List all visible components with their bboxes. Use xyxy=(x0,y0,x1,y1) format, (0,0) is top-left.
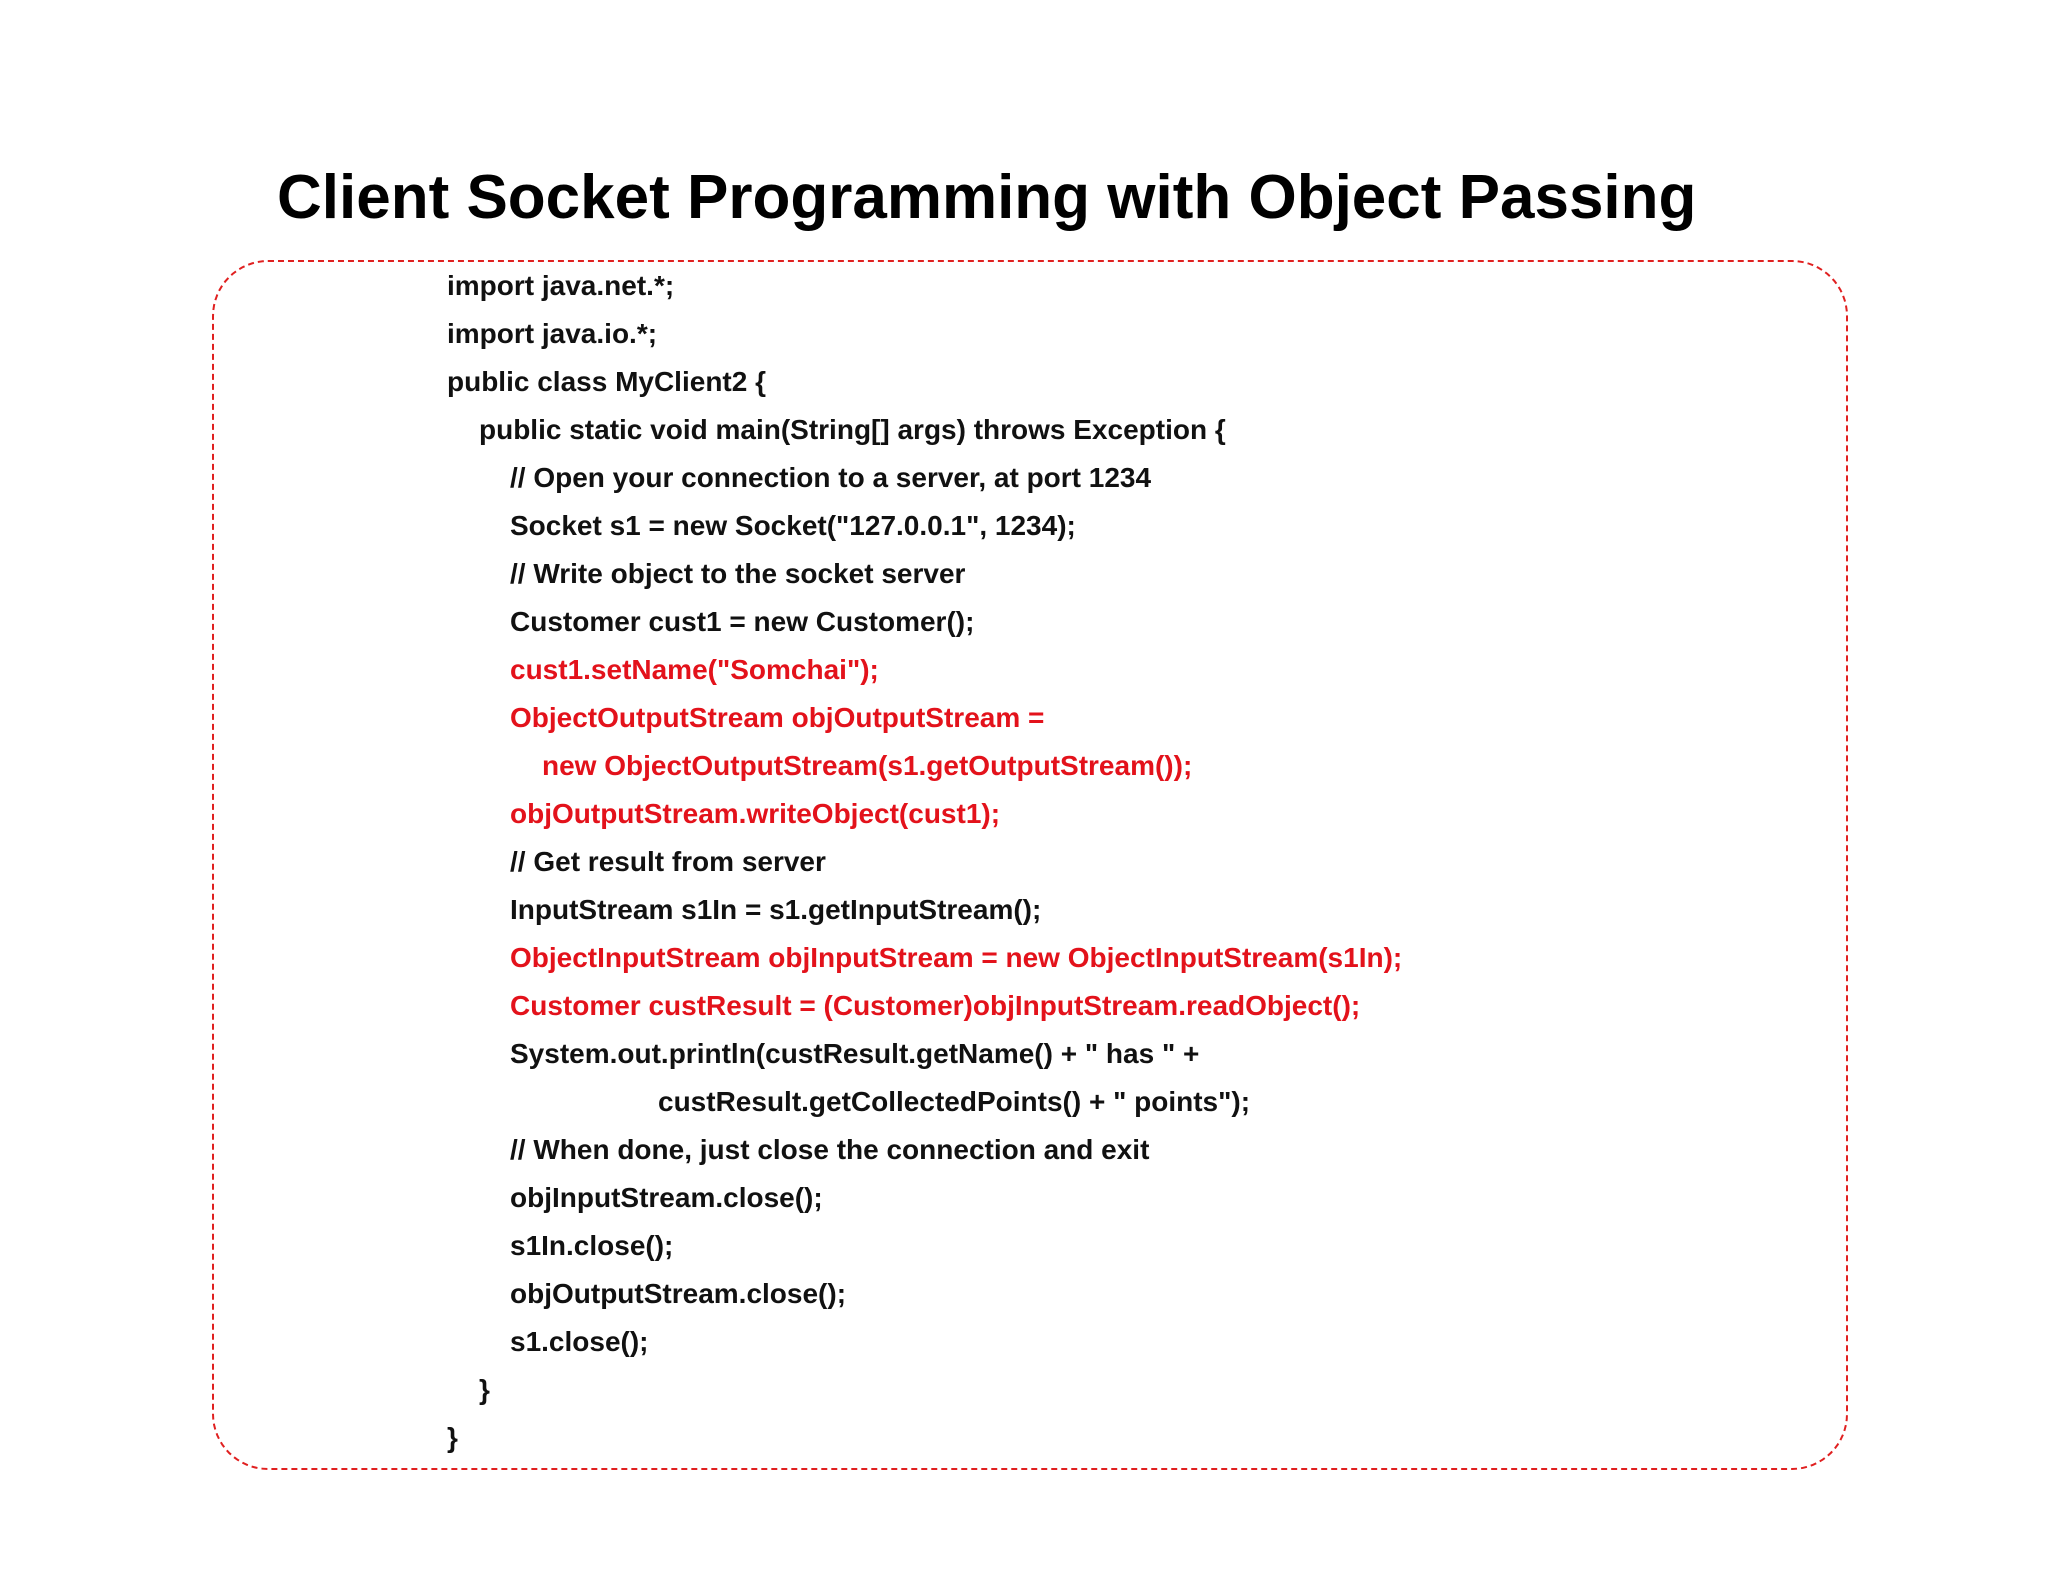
code-line: } xyxy=(447,1422,458,1453)
code-listing xyxy=(447,262,1402,1462)
code-line: custResult.getCollectedPoints() + " points"); xyxy=(658,1086,1251,1117)
code-line: objInputStream.close(); xyxy=(510,1182,823,1213)
code-line: // Get result from server xyxy=(510,846,826,877)
code-line: s1In.close(); xyxy=(510,1230,674,1261)
code-line-highlighted: Customer custResult = (Customer)objInputStream.readObject(); xyxy=(510,990,1361,1021)
code-line: public class MyClient2 { xyxy=(447,366,766,397)
code-line: System.out.println(custResult.getName() + " has " + xyxy=(510,1038,1200,1069)
code-line-highlighted: cust1.setName("Somchai"); xyxy=(510,654,879,685)
code-line: Socket s1 = new Socket("127.0.0.1", 1234); xyxy=(510,510,1076,541)
code-line: objOutputStream.close(); xyxy=(510,1278,847,1309)
code-line: Customer cust1 = new Customer(); xyxy=(510,606,975,637)
code-line: } xyxy=(479,1374,490,1405)
code-line-highlighted: new ObjectOutputStream(s1.getOutputStream()); xyxy=(542,750,1193,781)
code-line: InputStream s1In = s1.getInputStream(); xyxy=(510,894,1042,925)
code-line: public static void main(String[] args) throws Exception { xyxy=(479,414,1226,445)
code-line: import java.net.*; xyxy=(447,270,675,301)
code-line: s1.close(); xyxy=(510,1326,649,1357)
code-line-highlighted: objOutputStream.writeObject(cust1); xyxy=(510,798,1001,829)
code-line: import java.io.*; xyxy=(447,318,658,349)
code-line: // When done, just close the connection and exit xyxy=(510,1134,1150,1165)
code-line-highlighted: ObjectOutputStream objOutputStream = xyxy=(510,702,1045,733)
code-line-highlighted: ObjectInputStream objInputStream = new ObjectInputStream(s1In); xyxy=(510,942,1403,973)
slide-title: Client Socket Programming with Object Passing xyxy=(277,163,1697,232)
code-line: // Open your connection to a server, at port 1234 xyxy=(510,462,1152,493)
code-line: // Write object to the socket server xyxy=(510,558,966,589)
